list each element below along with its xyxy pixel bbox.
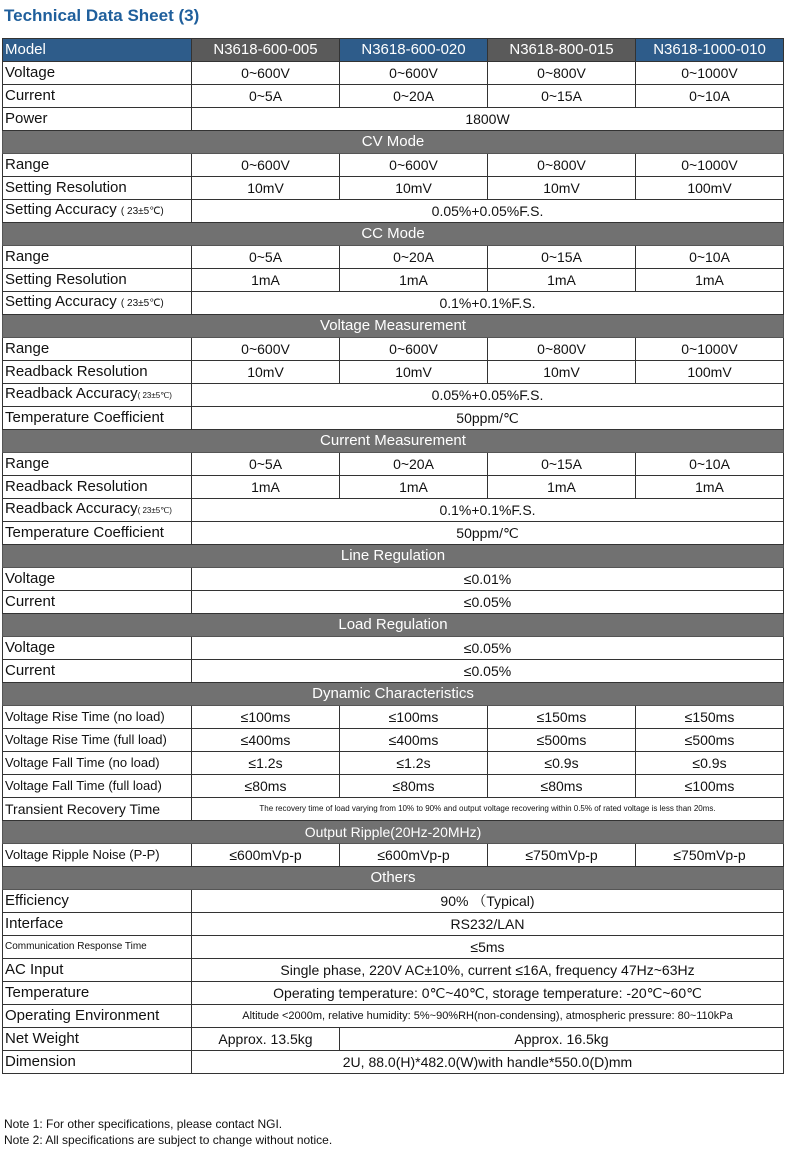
condition-text: ( 23±5℃): [137, 506, 172, 515]
model-3: N3618-800-015: [488, 39, 636, 62]
table-row: [3, 1005, 784, 1028]
cell-value: ≤0.05%: [192, 591, 784, 614]
cell-value: 1mA: [192, 476, 340, 499]
cell-value: 0~1000V: [636, 154, 784, 177]
section-title: Line Regulation: [3, 545, 784, 568]
row-label: Current: [3, 591, 192, 614]
cell-value: Approx. 16.5kg: [340, 1028, 784, 1051]
table-row: [3, 959, 784, 982]
row-label: Range: [3, 338, 192, 361]
section-title: Dynamic Characteristics: [3, 683, 784, 706]
cell-value: 0~600V: [340, 154, 488, 177]
row-label: Net Weight: [3, 1028, 192, 1051]
spec-table: [2, 38, 784, 1074]
section-header: [3, 821, 784, 844]
row-label: Current: [3, 660, 192, 683]
cell-value: Approx. 13.5kg: [192, 1028, 340, 1051]
row-label: Readback Resolution: [3, 476, 192, 499]
table-row: [3, 246, 784, 269]
table-row: [3, 890, 784, 913]
row-label: Voltage Rise Time (full load): [3, 729, 192, 752]
row-label: Voltage Rise Time (no load): [3, 706, 192, 729]
cell-value: ≤100ms: [636, 775, 784, 798]
row-label: Range: [3, 154, 192, 177]
row-label: Temperature Coefficient: [3, 522, 192, 545]
row-label: [3, 499, 192, 522]
table-row: [3, 1051, 784, 1074]
cell-value: ≤400ms: [192, 729, 340, 752]
cell-value: 100mV: [636, 361, 784, 384]
cell-value: ≤0.05%: [192, 660, 784, 683]
model-1: N3618-600-005: [192, 39, 340, 62]
table-row: [3, 62, 784, 85]
section-header: [3, 315, 784, 338]
cell-value: 10mV: [340, 361, 488, 384]
section-header: [3, 614, 784, 637]
cell-value: 0~10A: [636, 453, 784, 476]
section-title: Output Ripple(20Hz-20MHz): [3, 821, 784, 844]
cell-value: ≤600mVp-p: [340, 844, 488, 867]
condition-text: ( 23±5℃): [120, 298, 164, 309]
cell-value: 0~800V: [488, 338, 636, 361]
row-label: Voltage Fall Time (no load): [3, 752, 192, 775]
cell-value: 0~800V: [488, 154, 636, 177]
row-label: Setting Resolution: [3, 269, 192, 292]
cell-value: ≤80ms: [340, 775, 488, 798]
cell-value: ≤100ms: [192, 706, 340, 729]
table-row: [3, 591, 784, 614]
row-label: Operating Environment: [3, 1005, 192, 1028]
cell-value: ≤150ms: [488, 706, 636, 729]
cell-value: 0~1000V: [636, 62, 784, 85]
cell-value: ≤750mVp-p: [636, 844, 784, 867]
cell-value: ≤5ms: [192, 936, 784, 959]
cell-value: 0~10A: [636, 246, 784, 269]
footnote-2: Note 2: All specifications are subject to change without notice.: [4, 1133, 333, 1147]
cell-value: 0.05%+0.05%F.S.: [192, 384, 784, 407]
label-text: Readback Accuracy: [5, 385, 138, 402]
label-text: Readback Accuracy: [5, 500, 138, 517]
cell-value: 10mV: [192, 361, 340, 384]
row-label: Interface: [3, 913, 192, 936]
cell-value: 0~15A: [488, 246, 636, 269]
row-label: AC Input: [3, 959, 192, 982]
table-row: [3, 660, 784, 683]
section-title: Others: [3, 867, 784, 890]
cell-value: 1mA: [488, 476, 636, 499]
cell-value: 0~1000V: [636, 338, 784, 361]
cell-value: ≤0.9s: [636, 752, 784, 775]
page-title: Technical Data Sheet (3): [4, 6, 200, 25]
cell-value: Operating temperature: 0℃~40℃, storage temperature: -20℃~60℃: [192, 982, 784, 1005]
cell-value: 0.1%+0.1%F.S.: [192, 499, 784, 522]
cell-value: 1mA: [636, 476, 784, 499]
cell-value: 10mV: [488, 177, 636, 200]
cell-value: 0~10A: [636, 85, 784, 108]
label-text: Setting Accuracy: [5, 201, 117, 218]
table-row: [3, 453, 784, 476]
row-label: [3, 200, 192, 223]
row-label: Voltage Ripple Noise (P-P): [3, 844, 192, 867]
cell-value: RS232/LAN: [192, 913, 784, 936]
row-label: Dimension: [3, 1051, 192, 1074]
cell-value: 0~15A: [488, 85, 636, 108]
section-title: CC Mode: [3, 223, 784, 246]
row-label: Readback Resolution: [3, 361, 192, 384]
spec-table-body: [3, 39, 784, 1074]
row-label: [3, 292, 192, 315]
cell-value: 10mV: [488, 361, 636, 384]
table-row: [3, 361, 784, 384]
cell-value: ≤600mVp-p: [192, 844, 340, 867]
cell-value: ≤100ms: [340, 706, 488, 729]
cell-value: ≤1.2s: [340, 752, 488, 775]
cell-value: 0~600V: [192, 154, 340, 177]
table-row: [3, 269, 784, 292]
table-row: [3, 522, 784, 545]
cell-value: 90% （Typical): [192, 890, 784, 913]
table-row: [3, 798, 784, 821]
table-row: [3, 154, 784, 177]
cell-value: 0~600V: [340, 338, 488, 361]
table-row: [3, 1028, 784, 1051]
table-row: [3, 982, 784, 1005]
cell-value: 0~800V: [488, 62, 636, 85]
table-row: [3, 85, 784, 108]
section-title: Load Regulation: [3, 614, 784, 637]
row-label: Voltage: [3, 568, 192, 591]
table-row: [3, 499, 784, 522]
cell-value: 1mA: [636, 269, 784, 292]
cell-value: 1mA: [340, 269, 488, 292]
table-row: [3, 292, 784, 315]
cell-value: ≤400ms: [340, 729, 488, 752]
table-row: [3, 775, 784, 798]
row-label: Temperature: [3, 982, 192, 1005]
cell-value: 0~600V: [192, 62, 340, 85]
table-row: [3, 407, 784, 430]
cell-value: Altitude <2000m, relative humidity: 5%~90%RH(non-condensing), atmospheric pressure: 80~110kPa: [192, 1005, 784, 1028]
cell-value: 2U, 88.0(H)*482.0(W)with handle*550.0(D)mm: [192, 1051, 784, 1074]
section-header: [3, 867, 784, 890]
cell-value: The recovery time of load varying from 10% to 90% and output voltage recovering within 0.5% of rated voltage is less than 20ms.: [192, 798, 784, 821]
header-row: [3, 39, 784, 62]
cell-value: ≤150ms: [636, 706, 784, 729]
cell-value: ≤0.01%: [192, 568, 784, 591]
table-row: [3, 913, 784, 936]
model-2: N3618-600-020: [340, 39, 488, 62]
cell-value: 100mV: [636, 177, 784, 200]
section-header: [3, 223, 784, 246]
section-header: [3, 430, 784, 453]
model-label: Model: [3, 39, 192, 62]
cell-value: ≤500ms: [636, 729, 784, 752]
cell-value: 50ppm/℃: [192, 407, 784, 430]
row-label: Range: [3, 453, 192, 476]
cell-value: 1mA: [340, 476, 488, 499]
cell-value: ≤80ms: [192, 775, 340, 798]
condition-text: ( 23±5℃): [137, 391, 172, 400]
cell-value: 0~600V: [192, 338, 340, 361]
row-label: Temperature Coefficient: [3, 407, 192, 430]
model-4: N3618-1000-010: [636, 39, 784, 62]
row-label: Voltage: [3, 637, 192, 660]
cell-value: 0~20A: [340, 246, 488, 269]
row-label: Transient Recovery Time: [3, 798, 192, 821]
cell-value: Single phase, 220V AC±10%, current ≤16A, frequency 47Hz~63Hz: [192, 959, 784, 982]
cell-value: ≤0.9s: [488, 752, 636, 775]
cell-value: 1mA: [192, 269, 340, 292]
table-row: [3, 706, 784, 729]
cell-value: 0.1%+0.1%F.S.: [192, 292, 784, 315]
table-row: [3, 338, 784, 361]
table-row: [3, 729, 784, 752]
cell-value: 0~5A: [192, 85, 340, 108]
cell-value: 10mV: [192, 177, 340, 200]
cell-value: 0~20A: [340, 85, 488, 108]
cell-value: 0~600V: [340, 62, 488, 85]
cell-value: ≤0.05%: [192, 637, 784, 660]
cell-value: 0~5A: [192, 453, 340, 476]
cell-value: 50ppm/℃: [192, 522, 784, 545]
section-header: [3, 131, 784, 154]
row-label: Communication Response Time: [3, 936, 192, 959]
cell-value: 0~5A: [192, 246, 340, 269]
section-title: CV Mode: [3, 131, 784, 154]
footnote-1: Note 1: For other specifications, please contact NGI.: [4, 1117, 283, 1131]
table-row: [3, 568, 784, 591]
table-row: [3, 200, 784, 223]
row-label: [3, 384, 192, 407]
row-label: Voltage: [3, 62, 192, 85]
section-title: Current Measurement: [3, 430, 784, 453]
row-label: Setting Resolution: [3, 177, 192, 200]
table-row: [3, 108, 784, 131]
condition-text: ( 23±5℃): [120, 206, 164, 217]
table-row: [3, 936, 784, 959]
cell-value: 1800W: [192, 108, 784, 131]
cell-value: 1mA: [488, 269, 636, 292]
row-label: Voltage Fall Time (full load): [3, 775, 192, 798]
section-header: [3, 683, 784, 706]
cell-value: ≤500ms: [488, 729, 636, 752]
cell-value: ≤750mVp-p: [488, 844, 636, 867]
cell-value: ≤80ms: [488, 775, 636, 798]
section-header: [3, 545, 784, 568]
label-text: Setting Accuracy: [5, 293, 117, 310]
cell-value: 0~20A: [340, 453, 488, 476]
row-label: Range: [3, 246, 192, 269]
table-row: [3, 752, 784, 775]
section-title: Voltage Measurement: [3, 315, 784, 338]
table-row: [3, 476, 784, 499]
row-label: Efficiency: [3, 890, 192, 913]
row-label: Power: [3, 108, 192, 131]
cell-value: 0~15A: [488, 453, 636, 476]
table-row: [3, 384, 784, 407]
table-row: [3, 637, 784, 660]
table-row: [3, 844, 784, 867]
cell-value: 10mV: [340, 177, 488, 200]
cell-value: ≤1.2s: [192, 752, 340, 775]
cell-value: 0.05%+0.05%F.S.: [192, 200, 784, 223]
row-label: Current: [3, 85, 192, 108]
table-row: [3, 177, 784, 200]
